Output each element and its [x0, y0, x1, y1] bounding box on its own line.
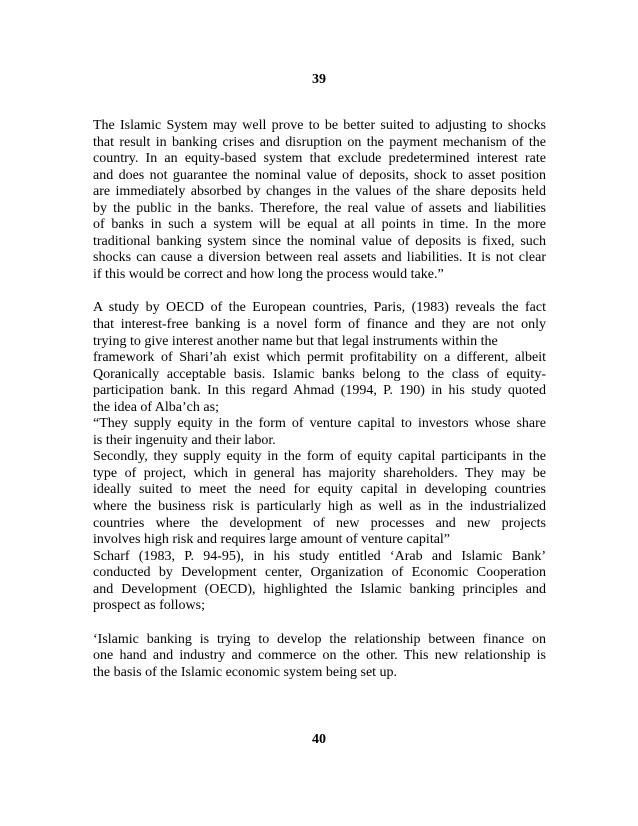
text-line: and does not guarantee the nominal value of deposits, shock to asset position [93, 167, 546, 183]
text-line: if this would be correct and how long the process would take.” [93, 266, 444, 282]
body-text [93, 118, 546, 682]
text-line: Qoranically acceptable basis. Islamic banks belong to the class of equity- [93, 366, 546, 382]
paragraph-spacer [93, 615, 546, 632]
text-line: prospect as follows; [93, 598, 205, 614]
text-line: participation bank. In this regard Ahmad (1994, P. 190) in his study quoted [93, 383, 546, 399]
text-line: Secondly, they supply equity in the form of equity capital participants in the [93, 449, 546, 465]
text-line: are immediately absorbed by changes in the values of the share deposits held [93, 184, 546, 200]
text-line: where the business risk is particularly high as well as in the industrialized [93, 499, 546, 515]
paragraph-spacer [93, 283, 546, 300]
text-line: Scharf (1983, P. 94-95), in his study entitled ‘Arab and Islamic Bank’ [93, 548, 546, 564]
text-line: by the public in the banks. Therefore, the real value of assets and liabilities [93, 200, 546, 216]
text-line: involves high risk and requires large amount of venture capital” [93, 532, 451, 548]
text-line: of banks in such a system will be equal at all points in time. In the more [93, 217, 546, 233]
paragraph-islamic-system [93, 118, 546, 283]
text-line: that result in banking crises and disruption on the payment mechanism of the [93, 134, 546, 150]
paragraph-oecd-study [93, 300, 546, 614]
text-line: ‘Islamic banking is trying to develop the relationship between finance on [93, 631, 546, 647]
text-line: the basis of the Islamic economic system being set up. [93, 664, 398, 680]
text-line: traditional banking system since the nominal value of deposits is fixed, such [93, 233, 546, 249]
text-line: framework of Shari’ah exist which permit profitability on a different, albeit [93, 350, 546, 366]
text-line: countries where the development of new processes and new projects [93, 515, 546, 531]
text-line: is their ingenuity and their labor. [93, 432, 276, 448]
text-line: type of project, which in general has majority shareholders. They may be [93, 465, 546, 481]
page-number-top: 39 [312, 72, 326, 87]
text-line: shocks can cause a diversion between real assets and liabilities. It is not clear [93, 250, 546, 266]
paragraph-islamic-banking-quote [93, 632, 546, 682]
page-number-bottom: 40 [312, 732, 326, 747]
text-line: conducted by Development center, Organization of Economic Cooperation [93, 565, 546, 581]
text-line: ideally suited to meet the need for equity capital in developing countries [93, 482, 546, 498]
text-line: The Islamic System may well prove to be better suited to adjusting to shocks [93, 118, 546, 133]
text-line: A study by OECD of the European countries, Paris, (1983) reveals the fact [93, 300, 546, 316]
text-line: country. In an equity-based system that exclude predetermined interest rate [93, 151, 546, 167]
text-line: and Development (OECD), highlighted the Islamic banking principles and [93, 581, 546, 597]
text-line: trying to give interest another name but that legal instruments within the [93, 333, 498, 349]
text-line: “They supply equity in the form of venture capital to investors whose share [93, 416, 546, 432]
text-line: the idea of Alba’ch as; [93, 399, 219, 415]
text-line: that interest-free banking is a novel form of finance and they are not only [93, 317, 546, 333]
text-line: one hand and industry and commerce on the other. This new relationship is [93, 648, 546, 664]
